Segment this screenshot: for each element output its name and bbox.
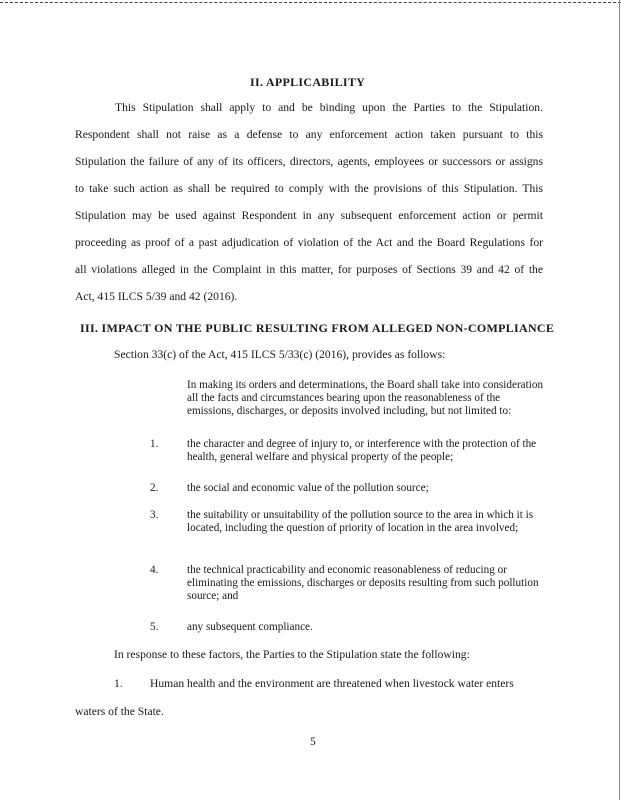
scan-border-right (619, 0, 620, 800)
paragraph-line: This Stipulation shall apply to and be binding upon the Parties to the Stipulation. (115, 101, 543, 114)
factor-number: 3. (150, 509, 159, 521)
paragraph-line: Act, 415 ILCS 5/39 and 42 (2016). (75, 290, 238, 303)
factor-number: 2. (150, 482, 159, 494)
paragraph-line: Respondent shall not raise as a defense to any enforcement action taken pursuant to this (75, 128, 543, 141)
page-number: 5 (310, 736, 316, 748)
response-item-text-continued: waters of the State. (75, 705, 164, 718)
factor-text: the technical practicability and economic reasonableness of reducing or eliminating the emissions, discharges or deposits resulting from such pollution source; and (187, 564, 539, 602)
response-item-text: Human health and the environment are threatened when livestock water enters (150, 677, 514, 690)
factor-number: 1. (150, 438, 159, 450)
section-heading-impact: III. IMPACT ON THE PUBLIC RESULTING FROM ALLEGED NON-COMPLIANCE (80, 321, 555, 335)
response-item-number: 1. (114, 677, 123, 690)
factor-text: the suitability or unsuitability of the pollution source to the area in which it is located, including the question of priority of location in the area involved; (187, 509, 534, 534)
quoted-statute-intro: In making its orders and determinations, the Board shall take into consideration all the facts and circumstances bearing upon the reasonableness of the emissions, discharges, or deposits involved including, but not limited to: (187, 379, 544, 417)
section-intro: Section 33(c) of the Act, 415 ILCS 5/33(c) (2016), provides as follows: (114, 348, 446, 361)
paragraph-line: Stipulation may be used against Respondent in any subsequent enforcement action or permit (75, 209, 543, 222)
paragraph-line: Stipulation the failure of any of its officers, directors, agents, employees or successors or assigns (75, 155, 543, 168)
factor-number: 4. (150, 564, 159, 576)
factor-text: the character and degree of injury to, or interference with the protection of the health, general welfare and physical property of the people; (187, 438, 537, 463)
paragraph-line: all violations alleged in the Complaint in this matter, for purposes of Sections 39 and 42 of the (75, 263, 543, 276)
factor-text: the social and economic value of the pollution source; (187, 482, 429, 494)
factor-text: any subsequent compliance. (187, 621, 313, 633)
paragraph-line: to take such action as shall be required to comply with the provisions of this Stipulation. This (75, 182, 543, 195)
scan-border-top (0, 2, 621, 3)
paragraph-line: proceeding as proof of a past adjudication of violation of the Act and the Board Regulations for (75, 236, 543, 249)
section-heading-applicability: II. APPLICABILITY (250, 75, 366, 89)
response-intro: In response to these factors, the Parties to the Stipulation state the following: (114, 648, 470, 661)
factor-number: 5. (150, 621, 159, 633)
